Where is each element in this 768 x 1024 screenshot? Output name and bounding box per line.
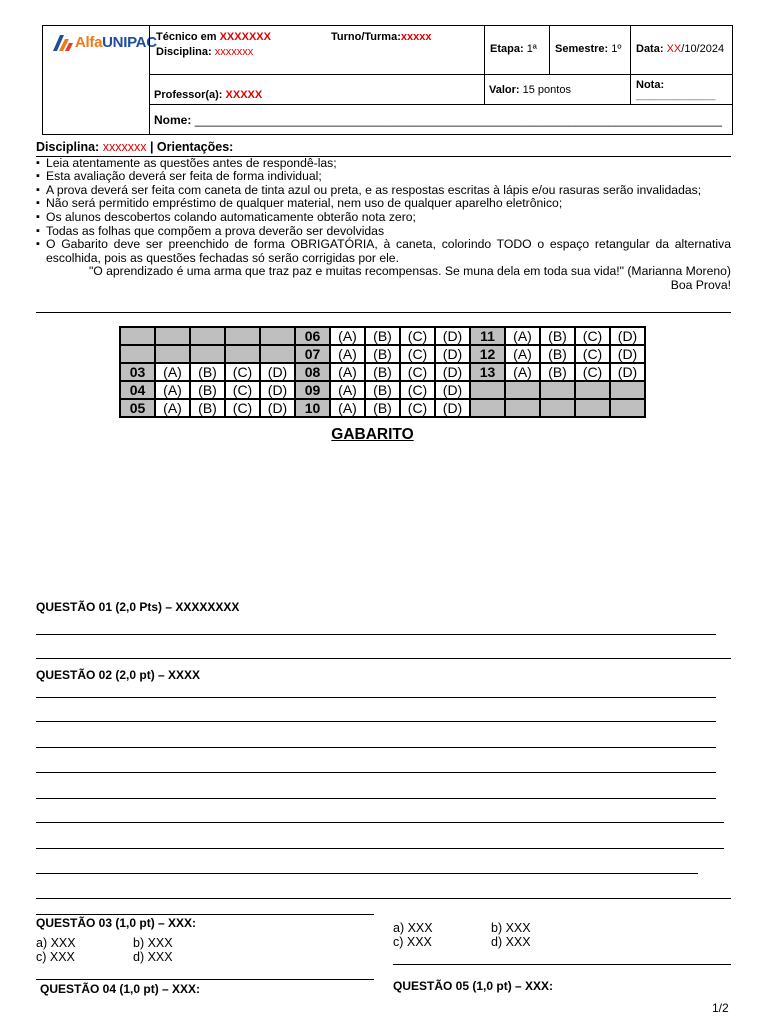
- answer-line[interactable]: [36, 658, 731, 659]
- answer-option-cell[interactable]: (D): [260, 399, 295, 417]
- empty-grid-cell: [505, 399, 540, 417]
- question-number-cell: 10: [295, 399, 330, 417]
- logo-cell: [42, 25, 157, 135]
- answer-option-cell[interactable]: (D): [260, 363, 295, 381]
- answer-option-cell[interactable]: (A): [330, 363, 365, 381]
- valor-cell: [484, 74, 631, 105]
- empty-grid-cell: [470, 399, 505, 417]
- answer-option-cell[interactable]: (C): [400, 363, 435, 381]
- semestre-label: Semestre:: [555, 43, 609, 55]
- right-column-separator: [393, 964, 731, 965]
- orientation-item: ▪ Esta avaliação deverá ser feita de forma individual;: [36, 170, 731, 184]
- question-04-option-d[interactable]: d) XXX: [491, 935, 531, 949]
- answer-option-cell[interactable]: (B): [365, 327, 400, 345]
- data-day: XX: [666, 43, 682, 55]
- question-03-option-a[interactable]: a) XXX: [36, 936, 76, 950]
- empty-grid-cell: [575, 399, 610, 417]
- empty-grid-cell: [155, 327, 190, 345]
- question-01-title: QUESTÃO 01 (2,0 Pts) – XXXXXXXX: [36, 600, 240, 614]
- answer-option-cell[interactable]: (A): [505, 363, 540, 381]
- question-04-option-a[interactable]: a) XXX: [393, 921, 433, 935]
- answer-option-cell[interactable]: (B): [365, 399, 400, 417]
- question-03-title: QUESTÃO 03 (1,0 pt) – XXX:: [36, 916, 197, 930]
- data-cell: [630, 25, 733, 75]
- answer-option-cell[interactable]: (B): [190, 399, 225, 417]
- answer-option-cell[interactable]: (C): [225, 381, 260, 399]
- orientation-item: ▪ Os alunos descobertos colando automaticamente obterão nota zero;: [36, 211, 731, 225]
- answer-option-cell[interactable]: (D): [435, 363, 470, 381]
- answer-option-cell[interactable]: (D): [610, 327, 645, 345]
- empty-grid-cell: [540, 399, 575, 417]
- answer-option-cell[interactable]: (D): [610, 363, 645, 381]
- answer-option-cell[interactable]: (C): [225, 399, 260, 417]
- etapa-value: 1ª: [526, 43, 537, 55]
- answer-line[interactable]: [36, 721, 716, 722]
- question-number-cell: 09: [295, 381, 330, 399]
- answer-line[interactable]: [36, 822, 724, 823]
- nome-field[interactable]: _______________________________________________________________________________: [194, 113, 722, 127]
- orientation-item: ▪ A prova deverá ser feita com caneta de tinta azul ou preta, e as respostas escritas à lápis e/ou rasuras serão invalidadas;: [36, 184, 731, 198]
- empty-grid-cell: [610, 399, 645, 417]
- orientation-item: ▪ Todas as folhas que compõem a prova deverão ser devolvidas: [36, 225, 731, 239]
- answer-option-cell[interactable]: (A): [155, 381, 190, 399]
- orientations: [36, 141, 731, 293]
- answer-option-cell[interactable]: (B): [540, 327, 575, 345]
- turma-label: Turno/Turma:: [331, 31, 401, 43]
- question-03-option-d[interactable]: d) XXX: [133, 950, 173, 964]
- answer-line[interactable]: [36, 848, 724, 849]
- closing-text: Boa Prova!: [670, 277, 731, 292]
- alfa-unipac-logo: [53, 34, 157, 51]
- data-rest: /10/2024: [681, 43, 725, 55]
- answer-option-cell[interactable]: (D): [610, 345, 645, 363]
- disciplina-label: Disciplina:: [156, 46, 212, 58]
- answer-line[interactable]: [36, 798, 716, 799]
- orientations-divider: [36, 312, 731, 313]
- answer-option-cell[interactable]: (A): [155, 399, 190, 417]
- semestre-cell: [549, 25, 631, 75]
- answer-line[interactable]: [36, 747, 716, 748]
- data-label: Data:: [636, 43, 664, 55]
- semestre-value: 1º: [611, 43, 622, 55]
- question-number-cell: 05: [120, 399, 155, 417]
- answer-option-cell[interactable]: (A): [330, 381, 365, 399]
- answer-option-cell[interactable]: (A): [155, 363, 190, 381]
- answer-option-cell[interactable]: (B): [190, 363, 225, 381]
- answer-option-cell[interactable]: (C): [400, 327, 435, 345]
- orientations-disciplina-value: xxxxxxx: [102, 140, 147, 154]
- answer-grid-row: [120, 399, 645, 417]
- answer-option-cell[interactable]: (D): [435, 399, 470, 417]
- orientation-item: ▪ Leia atentamente as questões antes de respondê-las;: [36, 157, 731, 171]
- answer-option-cell[interactable]: (C): [575, 345, 610, 363]
- professor-value: XXXXX: [225, 89, 263, 101]
- answer-option-cell[interactable]: (C): [400, 345, 435, 363]
- course-cell: [149, 25, 485, 75]
- etapa-label: Etapa:: [490, 43, 524, 55]
- tecnico-label: Técnico em: [156, 31, 217, 43]
- empty-grid-cell: [260, 327, 295, 345]
- answer-option-cell[interactable]: (A): [330, 327, 365, 345]
- valor-value: 15 pontos: [522, 84, 571, 96]
- answer-option-cell[interactable]: (C): [225, 363, 260, 381]
- motivational-quote: "O aprendizado é uma arma que traz paz e muitas recompensas. Se muna dela em toda sua vida!" (Marianna Moreno): [88, 264, 731, 279]
- answer-option-cell[interactable]: (D): [260, 381, 295, 399]
- question-03-option-b[interactable]: b) XXX: [133, 936, 173, 950]
- page-number: 1/2: [712, 1001, 729, 1015]
- answer-grid: [119, 326, 646, 418]
- orientation-item: ▪ O Gabarito deve ser preenchido de forma OBRIGATÓRIA, à caneta, colorindo TODO o espaço retangular da alternativa escolhida, pois as questões fechadas só serão corrigidas por ele.: [36, 238, 731, 265]
- answer-option-cell[interactable]: (A): [505, 345, 540, 363]
- professor-cell: [149, 74, 485, 105]
- tecnico-value: XXXXXXX: [219, 31, 271, 43]
- empty-grid-cell: [225, 345, 260, 363]
- empty-grid-cell: [540, 381, 575, 399]
- nota-blank[interactable]: _____________: [636, 89, 716, 101]
- empty-grid-cell: [190, 327, 225, 345]
- etapa-cell: [484, 25, 550, 75]
- answer-grid-row: [120, 381, 645, 399]
- turma-value: xxxxx: [400, 31, 432, 43]
- answer-option-cell[interactable]: (B): [365, 381, 400, 399]
- answer-line[interactable]: [36, 772, 716, 773]
- empty-grid-cell: [120, 327, 155, 345]
- empty-grid-cell: [610, 381, 645, 399]
- nome-label: Nome:: [154, 113, 192, 127]
- professor-label: Professor(a):: [154, 89, 223, 101]
- question-number-cell: 07: [295, 345, 330, 363]
- question-number-cell: 12: [470, 345, 505, 363]
- question-number-cell: 06: [295, 327, 330, 345]
- question-number-cell: 11: [470, 327, 505, 345]
- answer-option-cell[interactable]: (C): [575, 327, 610, 345]
- answer-option-cell[interactable]: (A): [330, 399, 365, 417]
- answer-option-cell[interactable]: (B): [190, 381, 225, 399]
- answer-option-cell[interactable]: (D): [435, 327, 470, 345]
- answer-option-cell[interactable]: (D): [435, 381, 470, 399]
- answer-option-cell[interactable]: (A): [505, 327, 540, 345]
- question-number-cell: 08: [295, 363, 330, 381]
- answer-option-cell[interactable]: (B): [540, 345, 575, 363]
- answer-line[interactable]: [36, 873, 698, 874]
- nome-cell: [149, 104, 733, 135]
- question-04-separator: [36, 979, 374, 980]
- answer-option-cell[interactable]: (C): [575, 363, 610, 381]
- answer-grid-row: [120, 363, 645, 381]
- orientations-list: [36, 157, 731, 266]
- empty-grid-cell: [575, 381, 610, 399]
- nota-label: Nota:: [636, 79, 665, 91]
- empty-grid-cell: [120, 345, 155, 363]
- empty-grid-cell: [470, 381, 505, 399]
- answer-line[interactable]: [36, 898, 731, 899]
- question-04-title: QUESTÃO 04 (1,0 pt) – XXX:: [40, 982, 201, 996]
- answer-grid-row: [120, 327, 645, 345]
- empty-grid-cell: [190, 345, 225, 363]
- empty-grid-cell: [505, 381, 540, 399]
- answer-option-cell[interactable]: (C): [400, 381, 435, 399]
- orientations-disciplina-label: Disciplina:: [36, 140, 100, 154]
- answer-option-cell[interactable]: (A): [330, 345, 365, 363]
- empty-grid-cell: [155, 345, 190, 363]
- answer-option-cell[interactable]: (B): [540, 363, 575, 381]
- answer-option-cell[interactable]: (D): [435, 345, 470, 363]
- orientation-item: ▪ Não será permitido empréstimo de qualquer material, nem uso de qualquer aparelho eletrônico;: [36, 197, 731, 211]
- logo-mark-icon: [53, 35, 73, 51]
- answer-grid-row: [120, 345, 645, 363]
- orientations-heading: [36, 141, 731, 157]
- nota-cell: [630, 74, 733, 105]
- empty-grid-cell: [225, 327, 260, 345]
- gabarito-title: GABARITO: [331, 426, 414, 443]
- question-04-option-c[interactable]: c) XXX: [393, 935, 432, 949]
- answer-line[interactable]: [36, 697, 716, 698]
- question-04-option-b[interactable]: b) XXX: [491, 921, 531, 935]
- question-number-cell: 13: [470, 363, 505, 381]
- logo-unipac-text: UNIPAC: [102, 34, 157, 51]
- question-03-option-c[interactable]: c) XXX: [36, 950, 75, 964]
- question-number-cell: 04: [120, 381, 155, 399]
- logo-alfa-text: Alfa: [75, 34, 103, 51]
- answer-line[interactable]: [36, 634, 716, 635]
- answer-option-cell[interactable]: (C): [400, 399, 435, 417]
- orientations-title: | Orientações:: [149, 140, 234, 154]
- answer-option-cell[interactable]: (B): [365, 345, 400, 363]
- answer-option-cell[interactable]: (B): [365, 363, 400, 381]
- question-03-separator: [36, 914, 374, 915]
- empty-grid-cell: [260, 345, 295, 363]
- question-02-title: QUESTÃO 02 (2,0 pt) – XXXX: [36, 668, 201, 682]
- valor-label: Valor:: [489, 84, 520, 96]
- disciplina-value: xxxxxxx: [214, 46, 254, 58]
- question-number-cell: 03: [120, 363, 155, 381]
- question-05-title: QUESTÃO 05 (1,0 pt) – XXX:: [393, 979, 554, 993]
